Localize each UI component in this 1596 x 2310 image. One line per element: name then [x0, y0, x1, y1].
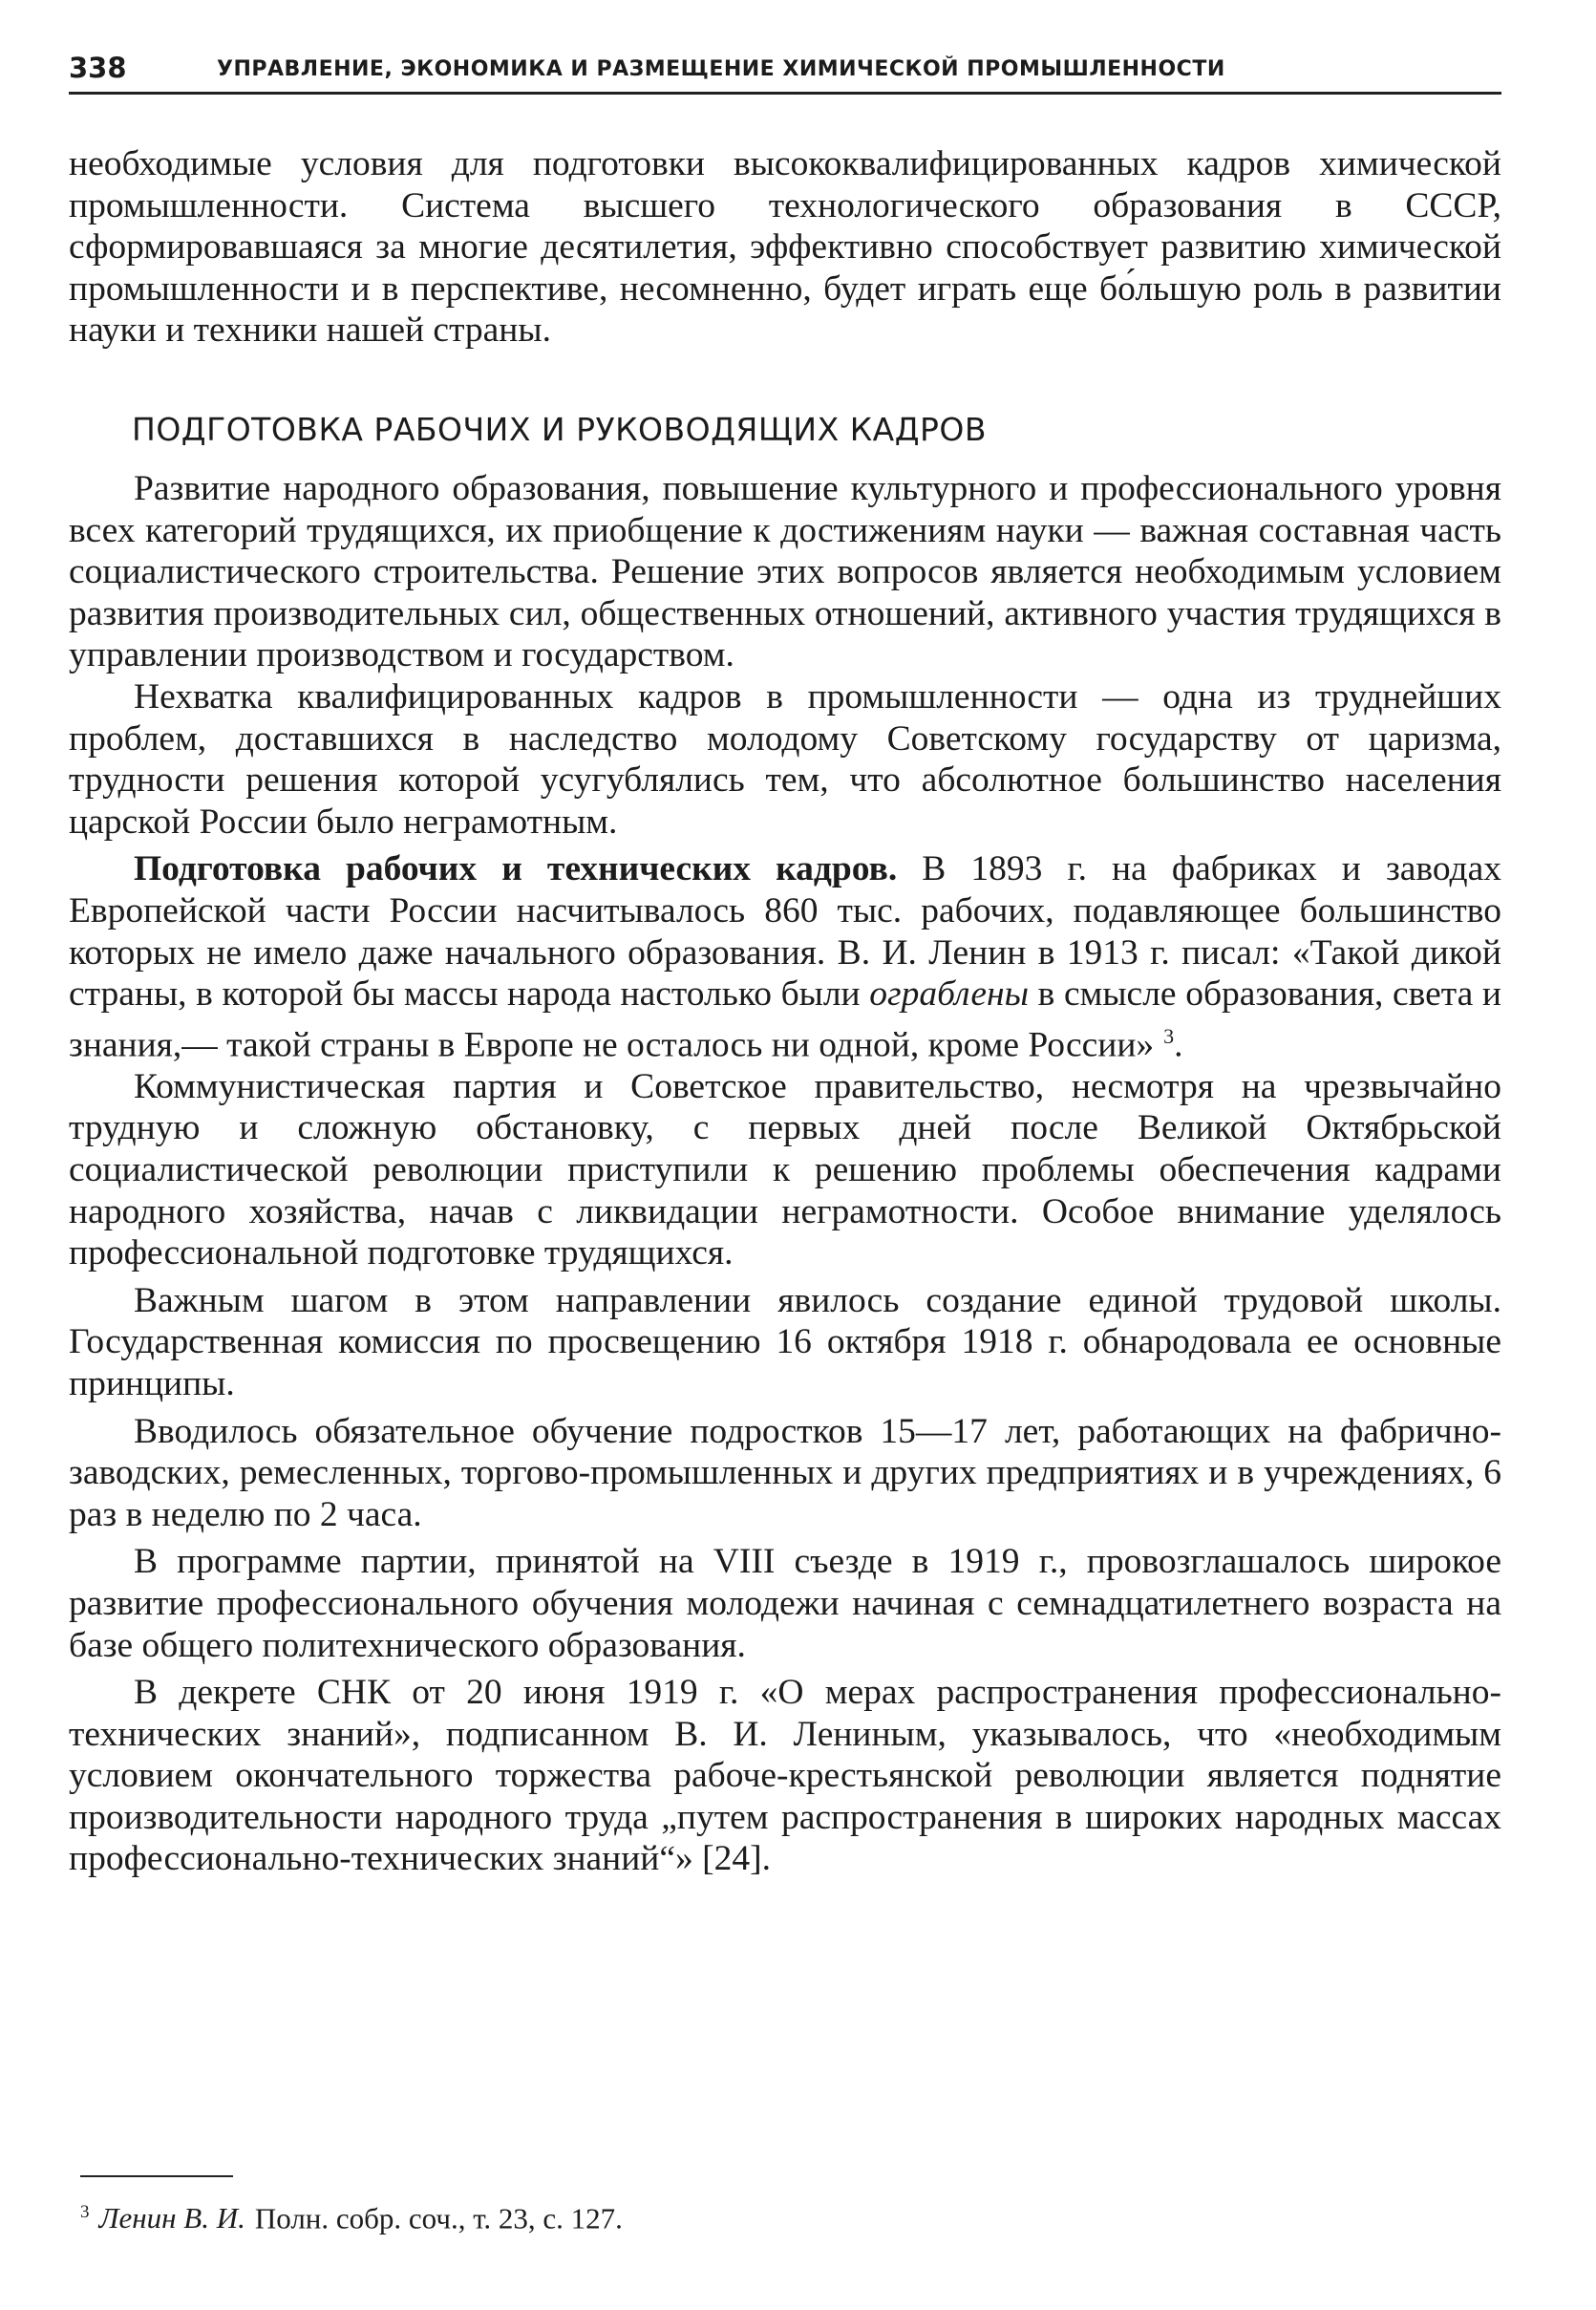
paragraph-3	[69, 848, 1501, 1065]
page-number: 338	[69, 52, 127, 84]
paragraph-7: В программе партии, принятой на VIII съезде в 1919 г., провозглашалось широкое развитие профессионального обучения молодежи начиная с семнадцатилетнего возраста на базе общего политехнического образования.	[69, 1542, 1501, 1665]
running-title: УПРАВЛЕНИЕ, ЭКОНОМИКА И РАЗМЕЩЕНИЕ ХИМИЧЕСКОЙ ПРОМЫШЛЕННОСТИ	[217, 57, 1225, 81]
intro-paragraph: необходимые условия для подготовки высококвалифицированных кадров химической промышленности. Система высшего технологического образования в СССР, сформировавшаяся за многие десятилетия, эффективно способствует развитию химической промышленности и в перспективе, несомненно, будет играть еще бо́льшую роль в развитии науки и техники нашей страны.	[69, 144, 1501, 351]
paragraph-8: В декрете СНК от 20 июня 1919 г. «О мерах распространения профессионально-технических знаний», подписанном В. И. Лениным, указывалось, что «необходимым условием окончательного торжества рабоче-крестьянской революции является поднятие производительности народного труда „путем распространения в широких народных массах профессионально-технических знаний“» [24].	[69, 1673, 1501, 1879]
italic-word: ограблены	[869, 974, 1030, 1015]
footnote-author: Ленин В. И.	[98, 2201, 245, 2235]
footnote-citation: Полн. собр. соч., т. 23, с. 127.	[254, 2201, 623, 2235]
paragraph-3-end: .	[1174, 1025, 1183, 1065]
paragraph-6: Вводилось обязательное обучение подростков 15—17 лет, работающих на фабрично-заводских, ремесленных, торгово-промышленных и других предприятиях и в учреждениях, 6 раз в неделю по 2 часа.	[69, 1411, 1501, 1534]
footnote-divider	[80, 2175, 233, 2177]
paragraph-3-text-after: в смысле образования, света и знания,— такой страны в Европе не осталось ни одной, кроме России»	[69, 974, 1501, 1065]
paragraph-3-text-before: В 1893 г. на фабриках и заводах Европейской части России насчитывалось 860 тыс. рабочих, подавляющее большинство которых не имело даже начального образования. В. И. Ленин в 1913 г. писал: «Такой дикой страны, в которой бы массы народа настолько были	[69, 849, 1501, 1015]
paragraph-2: Нехватка квалифицированных кадров в промышленности — одна из труднейших проблем, доставшихся в наследство молодому Советскому государству от царизма, трудности решения которой усугублялись тем, что абсолютное большинство населения царской России было неграмотным.	[69, 676, 1501, 842]
paragraph-1: Развитие народного образования, повышение культурного и профессионального уровня всех категорий трудящихся, их приобщение к достижениям науки — важная составная часть социалистического строительства. Решение этих вопросов является необходимым условием развития производительных сил, общественных отношений, активного участия трудящихся в управлении производством и государством.	[69, 468, 1501, 675]
footnote-number: 3	[80, 2202, 90, 2222]
paragraph-4: Коммунистическая партия и Советское правительство, несмотря на чрезвычайно трудную и сложную обстановку, с первых дней после Великой Октябрьской социалистической революции приступили к решению проблемы обеспечения кадрами народного хозяйства, начав с ликвидации неграмотности. Особое внимание уделялось профессиональной подготовке трудящихся.	[69, 1066, 1501, 1273]
footnote-reference[interactable]: 3	[1163, 1023, 1175, 1048]
run-in-heading: Подготовка рабочих и технических кадров.	[134, 849, 898, 889]
footnote	[80, 2193, 1417, 2237]
running-head	[69, 50, 1501, 95]
paragraph-5: Важным шагом в этом направлении явилось создание единой трудовой школы. Государственная комиссия по просвещению 16 октября 1918 г. обнародовала ее основные принципы.	[69, 1280, 1501, 1403]
body-text	[69, 143, 1501, 1880]
section-title: ПОДГОТОВКА РАБОЧИХ И РУКОВОДЯЩИХ КАДРОВ	[132, 410, 988, 448]
